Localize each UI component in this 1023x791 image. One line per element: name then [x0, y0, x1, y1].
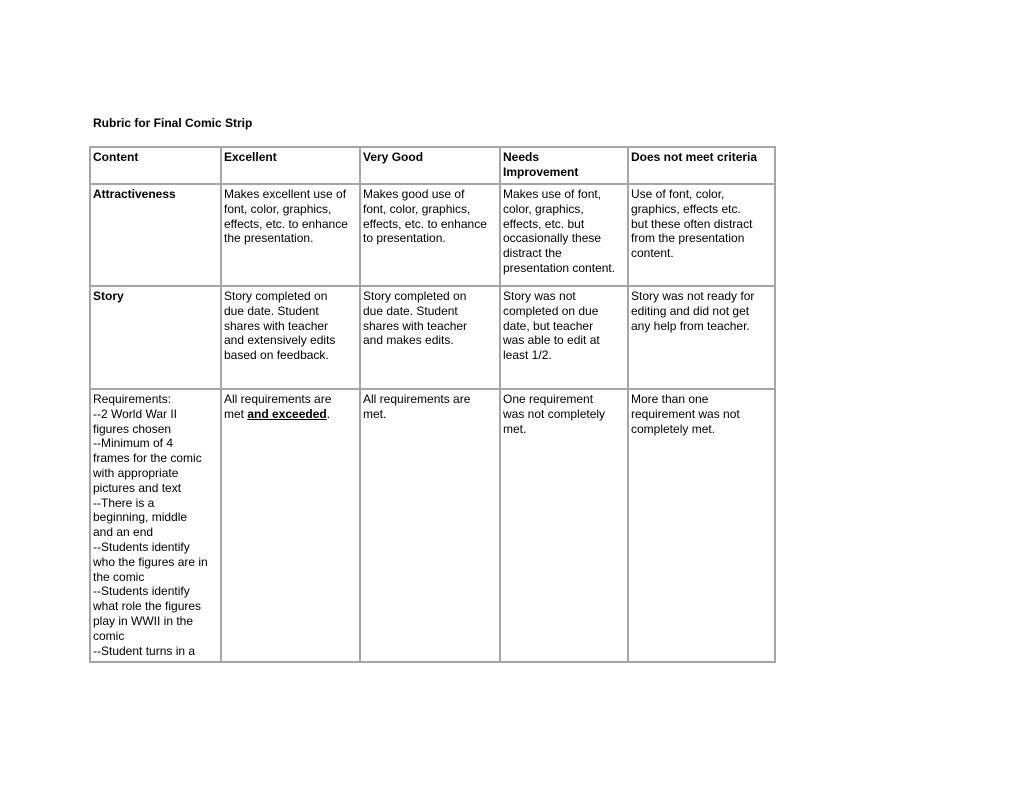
rubric-cell: More than one requirement was not completely met.	[628, 389, 775, 662]
rubric-cell	[221, 389, 360, 662]
header-cell-needs-improvement: Needs Improvement	[500, 147, 628, 184]
rubric-cell: Story was not ready for editing and did not get any help from teacher.	[628, 286, 775, 389]
excellent-suffix: .	[326, 406, 331, 421]
table-row	[90, 184, 775, 286]
document-title: Rubric for Final Comic Strip	[93, 116, 253, 130]
rubric-cell: Story completed on due date. Student shares with teacher and extensively edits based on feedback.	[221, 286, 360, 389]
excellent-prefix: All requirements are met	[224, 392, 332, 421]
rubric-cell: Use of font, color, graphics, effects etc. but these often distract from the presentation content.	[628, 184, 775, 286]
criterion-requirements	[90, 389, 221, 662]
header-cell-very-good: Very Good	[360, 147, 500, 184]
requirements-list: --2 World War II figures chosen --Minimum of 4 frames for the comic with appropriate pictures and text --There is a beginning, middle and an end --Students identify who the figures are in the comic --Students identify what role the figures play in WWII in the comic --Student turns in a	[93, 406, 208, 658]
requirements-heading: Requirements:	[93, 392, 172, 406]
rubric-table	[89, 146, 776, 663]
rubric-cell: One requirement was not completely met.	[500, 389, 628, 662]
rubric-cell: Makes use of font, color, graphics, effects, etc. but occasionally these distract the presentation content.	[500, 184, 628, 286]
rubric-cell: Story was not completed on due date, but teacher was able to edit at least 1/2.	[500, 286, 628, 389]
header-cell-content: Content	[90, 147, 221, 184]
criterion-attractiveness: Attractiveness	[90, 184, 221, 286]
rubric-cell: Makes good use of font, color, graphics, effects, etc. to enhance to presentation.	[360, 184, 500, 286]
table-row	[90, 286, 775, 389]
rubric-cell: Story completed on due date. Student shares with teacher and makes edits.	[360, 286, 500, 389]
table-header-row	[90, 147, 775, 184]
header-cell-does-not-meet: Does not meet criteria	[628, 147, 775, 184]
excellent-emphasis: and exceeded	[247, 406, 327, 421]
rubric-cell: Makes excellent use of font, color, graphics, effects, etc. to enhance the presentation.	[221, 184, 360, 286]
header-cell-excellent: Excellent	[221, 147, 360, 184]
rubric-cell: All requirements are met.	[360, 389, 500, 662]
criterion-story: Story	[90, 286, 221, 389]
table-row	[90, 389, 775, 662]
